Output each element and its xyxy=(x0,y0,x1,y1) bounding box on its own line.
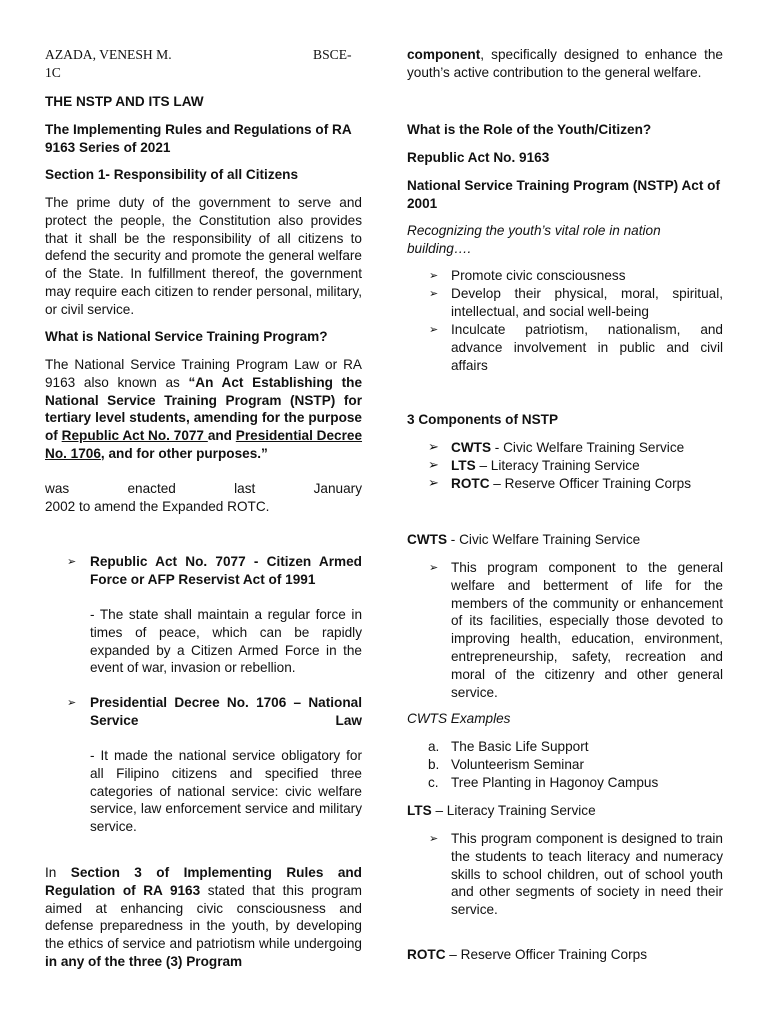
component-abbr: ROTC xyxy=(451,476,490,491)
enacted-line-2: 2002 to amend the Expanded ROTC. xyxy=(45,499,270,514)
section1-heading: Section 1- Responsibility of all Citizens xyxy=(45,167,299,182)
recognizing-text: Recognizing the youth’s vital role in nation building…. xyxy=(407,223,661,256)
pd1706-item xyxy=(45,694,362,730)
components-list xyxy=(407,439,723,493)
list-item xyxy=(407,738,723,756)
other-purposes-text: , and for other purposes.” xyxy=(100,445,268,461)
role-text: Inculcate patriotism, nationalism, and advance involvement in public and civil affairs xyxy=(451,322,723,373)
what-is-nstp-heading: What is National Service Training Program? xyxy=(45,329,328,344)
list-item xyxy=(407,774,723,792)
component-abbr: LTS xyxy=(451,458,476,473)
example-text: Tree Planting in Hagonoy Campus xyxy=(451,775,659,790)
list-item xyxy=(407,321,723,374)
component-desc: – Literacy Training Service xyxy=(475,458,640,473)
lts-body: This program component is designed to train the students to teach literacy and numeracy skills to school children, out of school youth and other segments of society in need their service. xyxy=(451,831,723,918)
pd1706-link-text: Presidential Decree No. 1706 xyxy=(45,428,363,461)
list-item xyxy=(407,267,723,285)
cwts-desc: - Civic Welfare Training Service xyxy=(447,532,641,547)
cwts-examples-list xyxy=(407,738,723,792)
enacted-line: was enacted last January xyxy=(45,481,362,496)
component-abbr: CWTS xyxy=(451,440,492,455)
section3-paragraph xyxy=(45,864,362,971)
component-desc: – Reserve Officer Training Corps xyxy=(489,476,691,491)
lts-abbr: LTS xyxy=(407,803,432,818)
ra7077-item xyxy=(45,553,362,589)
components-heading: 3 Components of NSTP xyxy=(407,412,559,427)
arrowhead-bullet-icon: ➢ xyxy=(67,696,77,709)
arrowhead-bullet-icon: ➢ xyxy=(428,476,439,491)
roles-list xyxy=(407,267,723,374)
ra7077-title: Republic Act No. 7077 - Citizen Armed Force or AFP Reservist Act of 1991 xyxy=(90,554,362,587)
list-item xyxy=(407,756,723,774)
cwts-abbr: CWTS xyxy=(407,532,448,547)
ra7077-body: - The state shall maintain a regular force in times of peace, which can be rapidly expanded by a Citizen Armed Force in the event of war, invasion or rebellion. xyxy=(90,607,362,676)
lts-item xyxy=(407,830,723,919)
student-name: AZADA, VENESH M. xyxy=(45,47,172,62)
ra9163-heading: Republic Act No. 9163 xyxy=(407,150,550,165)
arrowhead-bullet-icon: ➢ xyxy=(429,323,439,336)
component-text xyxy=(451,475,723,493)
role-text: Develop their physical, moral, spiritual, intellectual, and social well-being xyxy=(451,286,723,319)
list-marker: b. xyxy=(428,757,440,772)
list-item xyxy=(407,457,723,475)
student-header xyxy=(45,46,362,64)
cwts-examples-heading: CWTS Examples xyxy=(407,711,511,726)
page-title: THE NSTP AND ITS LAW xyxy=(45,94,204,109)
list-item xyxy=(407,475,723,493)
component-desc: - Civic Welfare Training Service xyxy=(491,440,685,455)
component-word: component xyxy=(407,47,481,62)
nstp-intro-paragraph xyxy=(45,356,362,463)
lts-desc: – Literacy Training Service xyxy=(431,803,596,818)
arrowhead-bullet-icon: ➢ xyxy=(429,832,439,845)
rotc-abbr: ROTC xyxy=(407,947,446,962)
arrowhead-bullet-icon: ➢ xyxy=(428,458,439,473)
role-text: Promote civic consciousness xyxy=(451,268,626,283)
arrowhead-bullet-icon: ➢ xyxy=(429,561,439,574)
role-heading: What is the Role of the Youth/Citizen? xyxy=(407,122,652,137)
course-label-cont: 1C xyxy=(45,65,61,80)
continued-paragraph xyxy=(407,46,723,82)
cwts-body: This program component to the general welfare and betterment of life for the members of the community or enhancement of its facilities, especially those devoted to improving health, education, environment, entrepreneurship, safety, recreation and moral of the citizenry and other general service. xyxy=(451,560,723,700)
list-marker: c. xyxy=(428,775,439,790)
pd1706-title: Presidential Decree No. 1706 – National Service Law xyxy=(90,695,362,728)
pd1706-body: - It made the national service obligatory for all Filipino citizens and specified three categories of national service: civic welfare service, law enforcement service and military service. xyxy=(90,748,362,835)
example-text: Volunteerism Seminar xyxy=(451,757,584,772)
irr-heading: The Implementing Rules and Regulations of RA 9163 Series of 2021 xyxy=(45,122,352,155)
component-text xyxy=(451,439,723,457)
continued-text: , specifically designed to enhance the youth’s active contribution to the general welfare. xyxy=(407,47,723,80)
nstp-act-heading: National Service Training Program (NSTP) Act of 2001 xyxy=(407,178,720,211)
rotc-desc: – Reserve Officer Training Corps xyxy=(445,947,647,962)
section3-program: in any of the three (3) Program xyxy=(45,953,243,969)
example-text: The Basic Life Support xyxy=(451,739,589,754)
section3-text: stated that this program aimed at enhancing civic consciousness and defense preparedness in the youth, by developing the ethics of service and patriotism while undergoing xyxy=(45,882,362,952)
section1-body: The prime duty of the government to serve and protect the people, the Constitution also provides that it shall be the responsibility of all citizens to defend the security and promote the general welfare of the State. In fulfillment thereof, the government may require each citizen to render personal, military, or civil service. xyxy=(45,195,362,317)
ra7077-link-text: Republic Act No. 7077 xyxy=(61,428,208,444)
nstp-intro-text: The National Service Training Program Law or RA 9163 also known as xyxy=(45,357,362,390)
list-item xyxy=(407,285,723,321)
arrowhead-bullet-icon: ➢ xyxy=(428,440,439,455)
component-text xyxy=(451,457,723,475)
list-item xyxy=(407,439,723,457)
arrowhead-bullet-icon: ➢ xyxy=(67,555,77,568)
cwts-heading xyxy=(407,531,723,549)
act-title: “An Act Establishing the National Service Training Program (NSTP) for tertiary level students, amending for the purpose of xyxy=(45,374,362,444)
cwts-item xyxy=(407,559,723,701)
and-text: and xyxy=(207,428,236,444)
lts-heading xyxy=(407,802,723,820)
arrowhead-bullet-icon: ➢ xyxy=(429,269,439,282)
list-marker: a. xyxy=(428,739,440,754)
section3-in: In xyxy=(45,865,71,880)
section3-ref: Section 3 of Implementing Rules and Regulation of RA 9163 xyxy=(45,865,362,898)
course-label: BSCE- xyxy=(313,47,352,62)
rotc-heading xyxy=(407,946,723,964)
arrowhead-bullet-icon: ➢ xyxy=(429,287,439,300)
